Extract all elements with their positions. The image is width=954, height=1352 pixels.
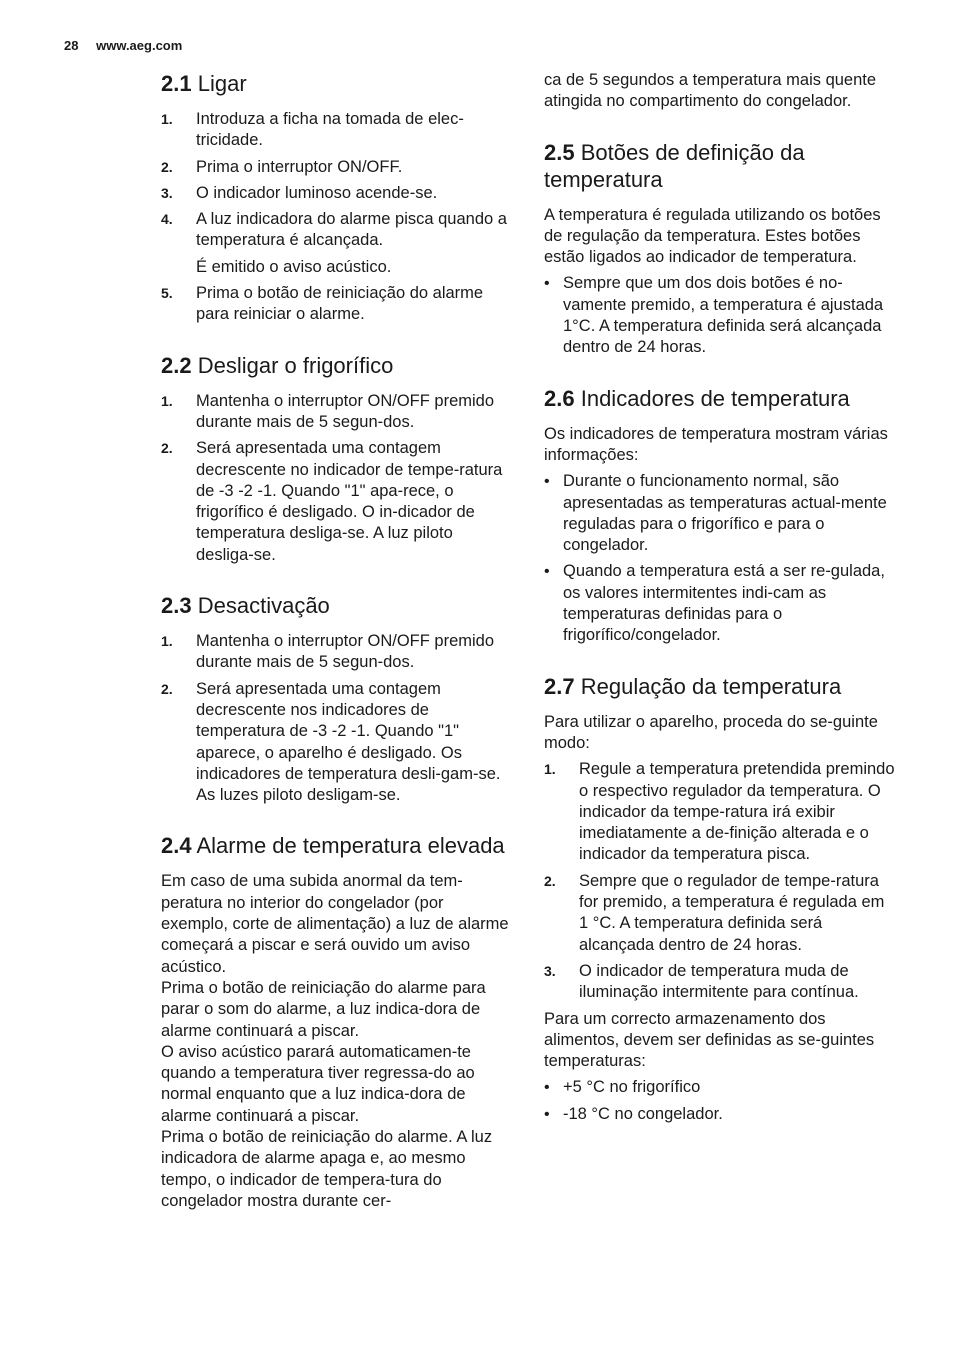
list-item: 1. Introduza a ficha na tomada de elec-tricidade. (161, 110, 464, 150)
list-item: 3. O indicador luminoso acende-se. (161, 183, 438, 202)
paragraph: Prima o botão de reiniciação do alarme. A luz indicadora de alarme apaga e, ao mesmo tempo, o indicador de tempera-tura do congelador mostra durante cer- (161, 1127, 493, 1210)
section-2-3 (161, 592, 513, 806)
section-2-4 (161, 832, 513, 1212)
list-item: 2. Será apresentada uma contagem decrescente nos indicadores de temperatura de -3 -2 -1. Quando "1" aparece, o aparelho é desligado. Os indicadores de temperatura desli-gam-se. As luzes piloto desligam-se. (161, 679, 501, 805)
list-item: • -18 °C no congelador. (544, 1104, 723, 1123)
paragraph: Para um correcto armazenamento dos alimentos, devem ser definidas as se-guintes temperaturas: (544, 1009, 875, 1071)
steps-list (161, 631, 513, 806)
list-item: 2. Será apresentada uma contagem decrescente no indicador de tempe-ratura de -3 -2 -1. Quando "1" apa-rece, o frigorífico é desligado. O in-dicador de temperatura desliga-se. A luz piloto desliga-se. (161, 439, 503, 564)
list-item: • Sempre que um dos dois botões é no-vamente premido, a temperatura é ajustada 1°C. A temperatura definida será alcançada dentro de 24 horas. (544, 274, 884, 357)
list-item: • Durante o funcionamento normal, são apresentadas as temperaturas actual-mente reguladas para o frigorífico e para o congelador. (544, 472, 887, 555)
paragraph: ca de 5 segundos a temperatura mais quente atingida no compartimento do congelador. (544, 71, 877, 111)
steps-list (544, 759, 896, 1003)
paragraph: Em caso de uma subida anormal da tem-peratura no interior do congelador (por exemplo, corte de alimentação) a luz de alarme começará a piscar e será ouvido um aviso acústico. (161, 872, 509, 976)
section-2-1 (161, 70, 513, 326)
bullet-list (544, 471, 896, 646)
section-heading: 2.1 Ligar (161, 71, 247, 96)
list-item: • Quando a temperatura está a ser re-gulada, os valores intermitentes indi-cam as temperaturas definidas para o frigorífico/congelador. (544, 562, 885, 645)
list-item: 1. Mantenha o interruptor ON/OFF premido durante mais de 5 segun-dos. (161, 391, 495, 431)
paragraph: Para utilizar o aparelho, proceda do se-guinte modo: (544, 712, 878, 752)
steps-list-cont (161, 283, 513, 326)
bullet-list (544, 1077, 896, 1125)
list-item: 1. Regule a temperatura pretendida premindo o respectivo regulador da temperatura. O indicador da tempe-ratura irá exibir imediatamente a de-finição alterada e o indicador da temperatura pisca. (544, 760, 895, 864)
steps-list (161, 391, 513, 566)
list-item: 3. O indicador de temperatura muda de iluminação intermitente para contínua. (544, 961, 859, 1002)
section-2-2 (161, 352, 513, 566)
site-url: www.aeg.com (96, 38, 183, 53)
steps-list (161, 109, 513, 252)
paragraph: Prima o botão de reiniciação do alarme para parar o som do alarme, a luz indica-dora de alarme continuará a piscar. (161, 978, 486, 1040)
list-item: 5. Prima o botão de reiniciação do alarme para reiniciar o alarme. (161, 284, 484, 324)
paragraph: O aviso acústico parará automaticamen-te quando a temperatura tiver regressa-do ao normal enquanto que a luz indica-dora de alarme continuará a piscar. (161, 1042, 475, 1125)
section-2-6 (544, 385, 896, 647)
section-heading: 2.2 Desligar o frigorífico (161, 352, 394, 378)
right-column (544, 70, 896, 1151)
section-2-5 (544, 139, 896, 359)
section-2-4-continued (544, 70, 896, 113)
list-item: 1. Mantenha o interruptor ON/OFF premido durante mais de 5 segun-dos. (161, 632, 495, 672)
section-heading: 2.4 Alarme de temperatura elevada (161, 833, 505, 859)
step-note: É emitido o aviso acústico. (196, 257, 392, 276)
page-number: 28 (64, 38, 79, 53)
list-item: 4. A luz indicadora do alarme pisca quando a temperatura é alcançada. (161, 210, 507, 250)
section-heading: 2.7 Regulação da temperatura (544, 673, 842, 699)
section-heading: 2.3 Desactivação (161, 593, 330, 619)
list-item: • +5 °C no frigorífico (544, 1078, 701, 1097)
section-heading: 2.5 Botões de definição da temperatura (544, 139, 805, 192)
paragraph: Os indicadores de temperatura mostram várias informações: (544, 424, 888, 464)
paragraph: A temperatura é regulada utilizando os botões de regulação da temperatura. Estes botões estão ligados ao indicador de temperatura. (544, 205, 881, 267)
section-heading: 2.6 Indicadores de temperatura (544, 385, 850, 411)
bullet-list (544, 273, 896, 358)
left-column (161, 70, 513, 1238)
section-2-7 (544, 673, 896, 1125)
list-item: 2. Prima o interruptor ON/OFF. (161, 157, 403, 176)
list-item: 2. Sempre que o regulador de tempe-ratura for premido, a temperatura é regulada em 1 °C. A temperatura definida será alcançada dentro de 24 horas. (544, 871, 885, 954)
page-header (64, 38, 182, 53)
